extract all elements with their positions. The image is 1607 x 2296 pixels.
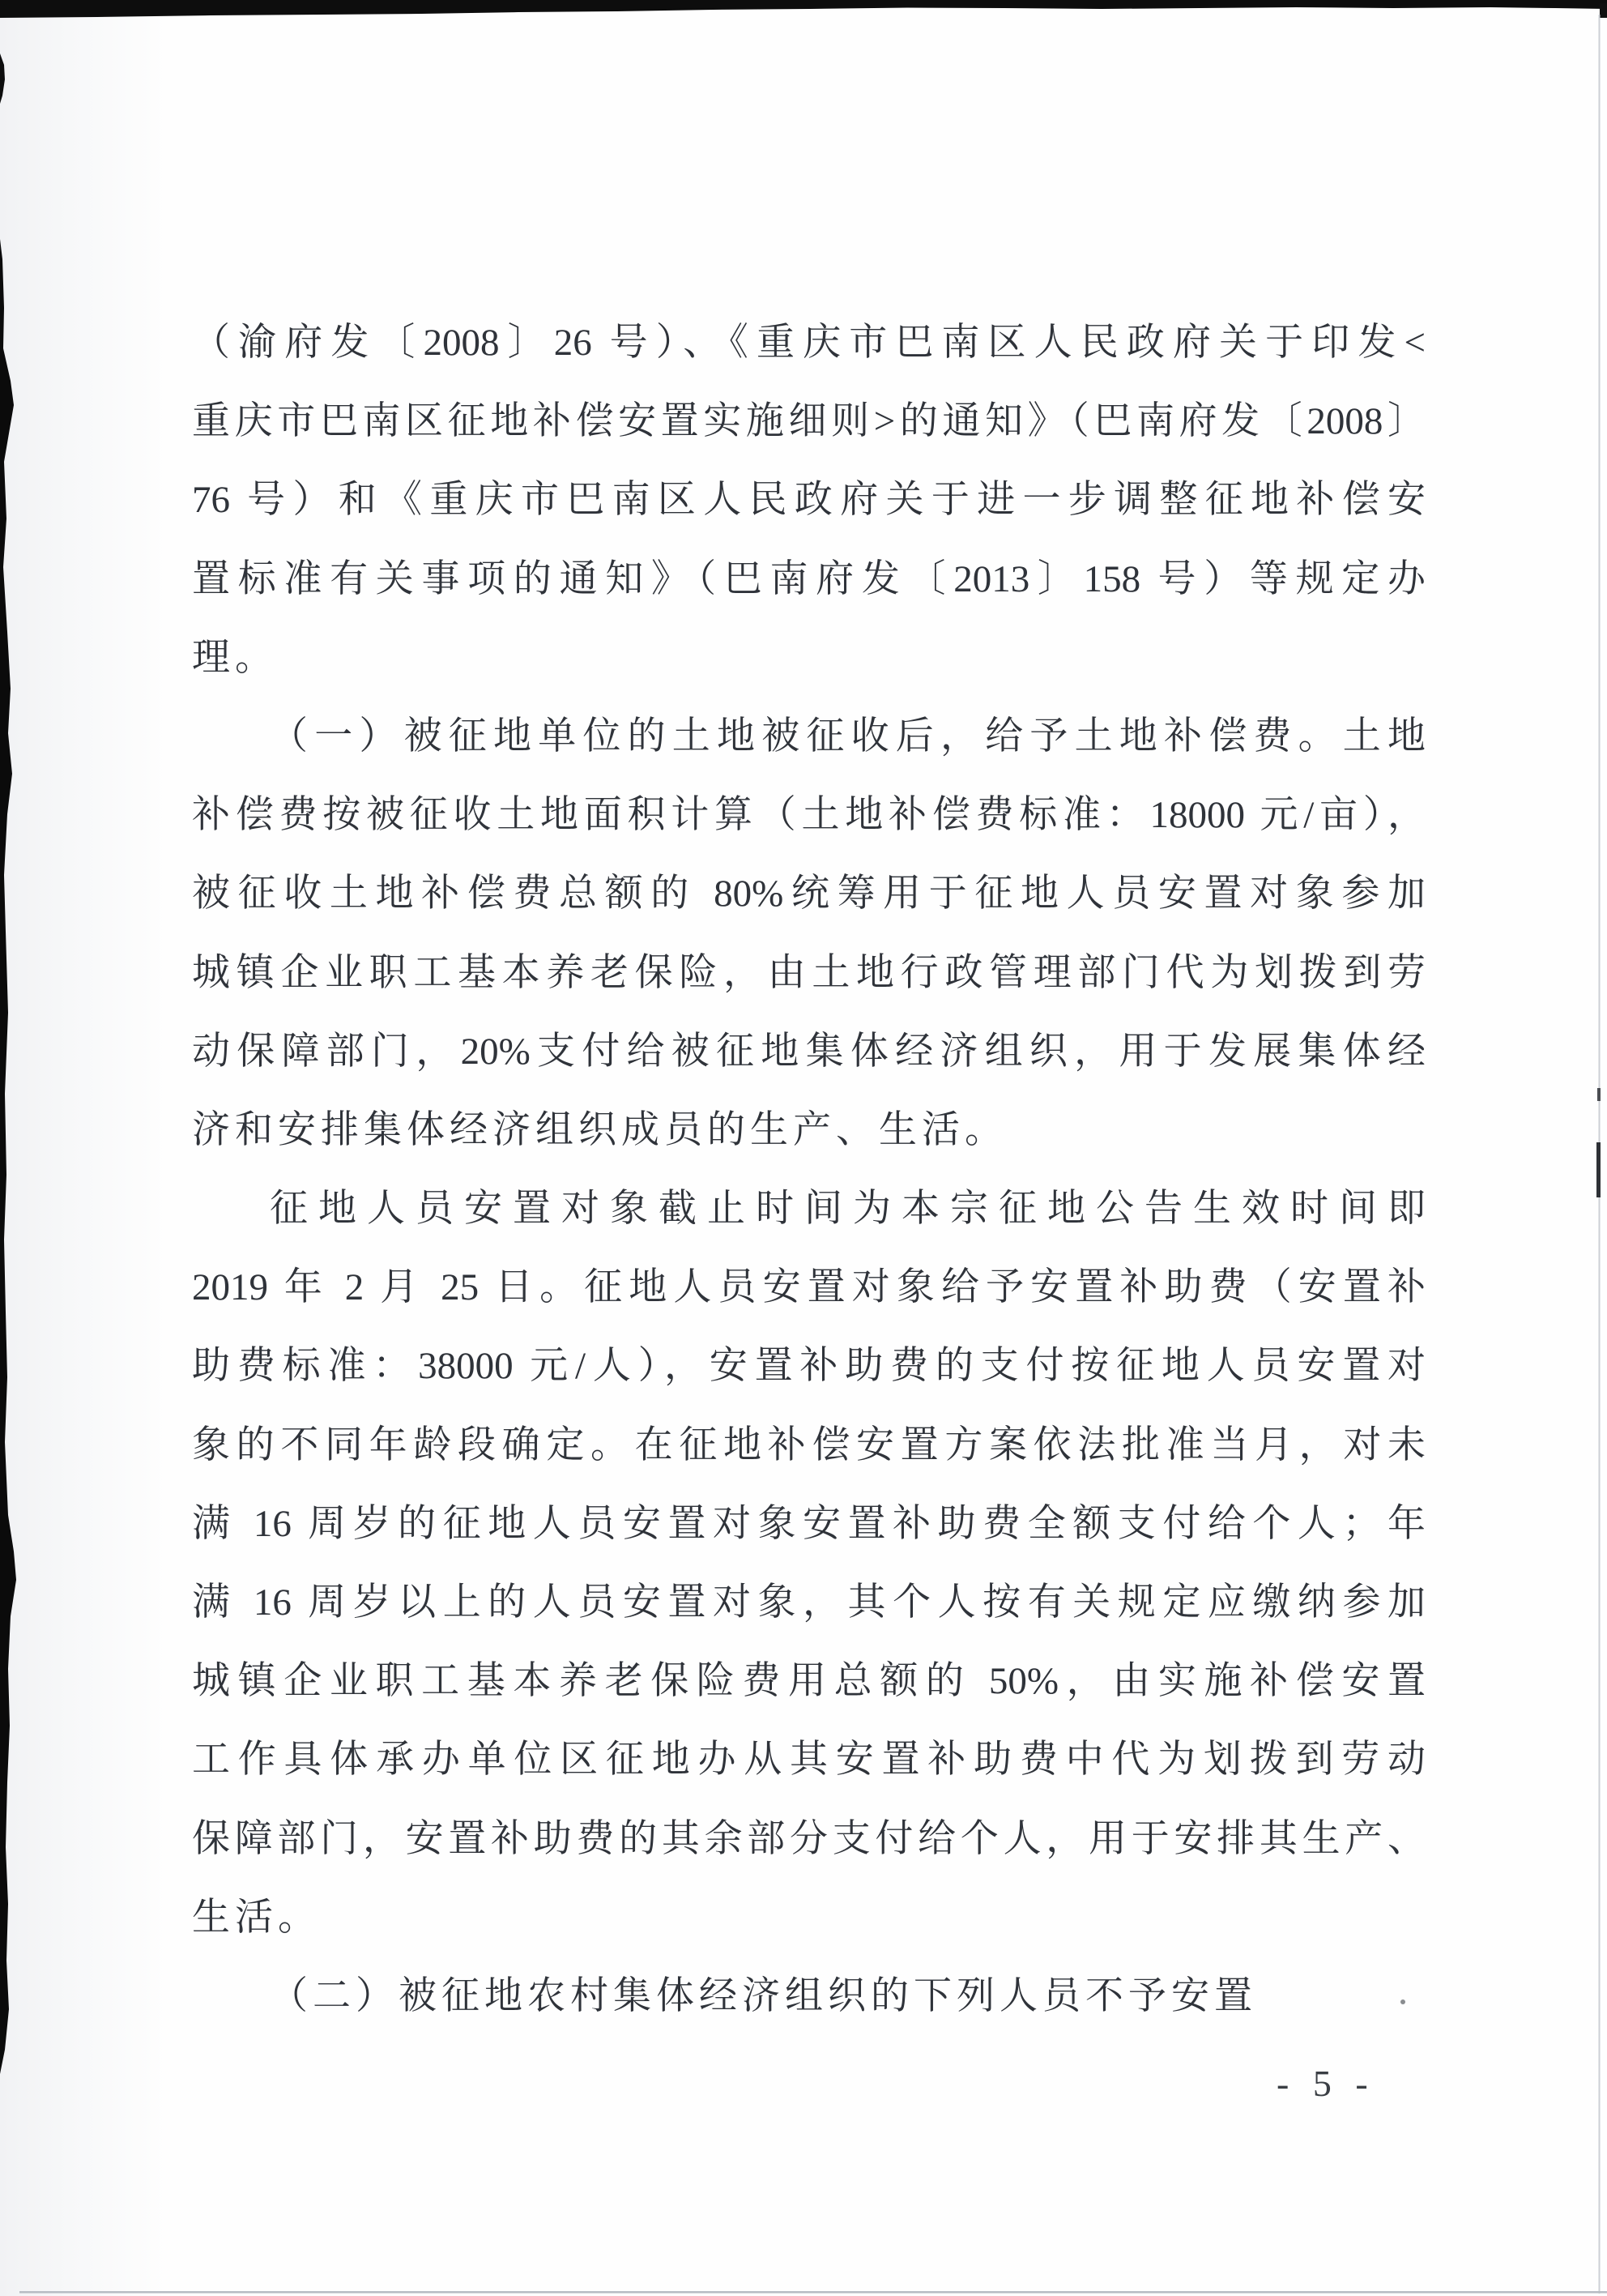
text-line: 保障部门，安置补助费的其余部分支付给个人，用于安排其生产、: [192, 1817, 1426, 1860]
text-line: 置标准有关事项的通知》（巴南府发〔2013〕158 号）等规定办: [192, 557, 1426, 600]
text-line: 被征收土地补偿费总额的 80%统筹用于征地人员安置对象参加: [192, 873, 1426, 915]
text-line: （渝府发〔2008〕26 号）、《重庆市巴南区人民政府关于印发<: [192, 322, 1426, 364]
page-number: - 5 -: [1277, 2063, 1375, 2104]
scan-edge-bottom: [19, 2291, 1607, 2294]
scan-edge-right-dash1: [1597, 1088, 1601, 1101]
text-line: 满 16 周岁以上的人员安置对象，其个人按有关规定应缴纳参加: [192, 1581, 1426, 1624]
text-line: 城镇企业职工基本养老保险费用总额的 50%，由实施补偿安置: [192, 1660, 1426, 1703]
text-line: （一）被征地单位的土地被征收后，给予土地补偿费。土地: [270, 715, 1426, 758]
scan-edge-top: [0, 0, 1607, 18]
text-line: 重庆市巴南区征地补偿安置实施细则>的通知》（巴南府发〔2008〕: [192, 400, 1426, 443]
text-line: 济和安排集体经济组织成员的生产、生活。: [192, 1108, 1008, 1151]
text-line: 动保障部门，20%支付给被征地集体经济组织，用于发展集体经: [192, 1030, 1426, 1073]
text-line: 补偿费按被征收土地面积计算（土地补偿费标准：18000 元/亩），: [192, 794, 1426, 837]
scan-edge-right: [1599, 15, 1601, 2294]
scan-corner-right: [1600, 3, 1607, 18]
text-line: 76 号）和《重庆市巴南区人民政府关于进一步调整征地补偿安: [192, 479, 1426, 522]
document-body: [192, 304, 1426, 2036]
text-line: 2019 年 2 月 25 日。征地人员安置对象给予安置补助费（安置补: [192, 1266, 1426, 1309]
text-line: 助费标准：38000 元/人），安置补助费的支付按征地人员安置对: [192, 1345, 1426, 1388]
text-line: 象的不同年龄段确定。在征地补偿安置方案依法批准当月，对未: [192, 1423, 1426, 1466]
text-line: （二）被征地农村集体经济组织的下列人员不予安置: [270, 1974, 1257, 2017]
scan-edge-right-dash2: [1596, 1142, 1601, 1197]
text-line: 生活。: [192, 1896, 321, 1939]
text-line: 城镇企业职工基本养老保险，由土地行政管理部门代为划拨到劳: [192, 951, 1426, 994]
text-line: 工作具体承办单位区征地办从其安置补助费中代为划拨到劳动: [192, 1739, 1426, 1782]
text-line: 征地人员安置对象截止时间为本宗征地公告生效时间即: [270, 1188, 1426, 1231]
scan-speck: [1400, 1999, 1405, 2004]
scan-shadow-left: [0, 0, 170, 2296]
text-line: 满 16 周岁的征地人员安置对象安置补助费全额支付给个人；年: [192, 1502, 1426, 1545]
text-line: 理。: [192, 636, 278, 679]
